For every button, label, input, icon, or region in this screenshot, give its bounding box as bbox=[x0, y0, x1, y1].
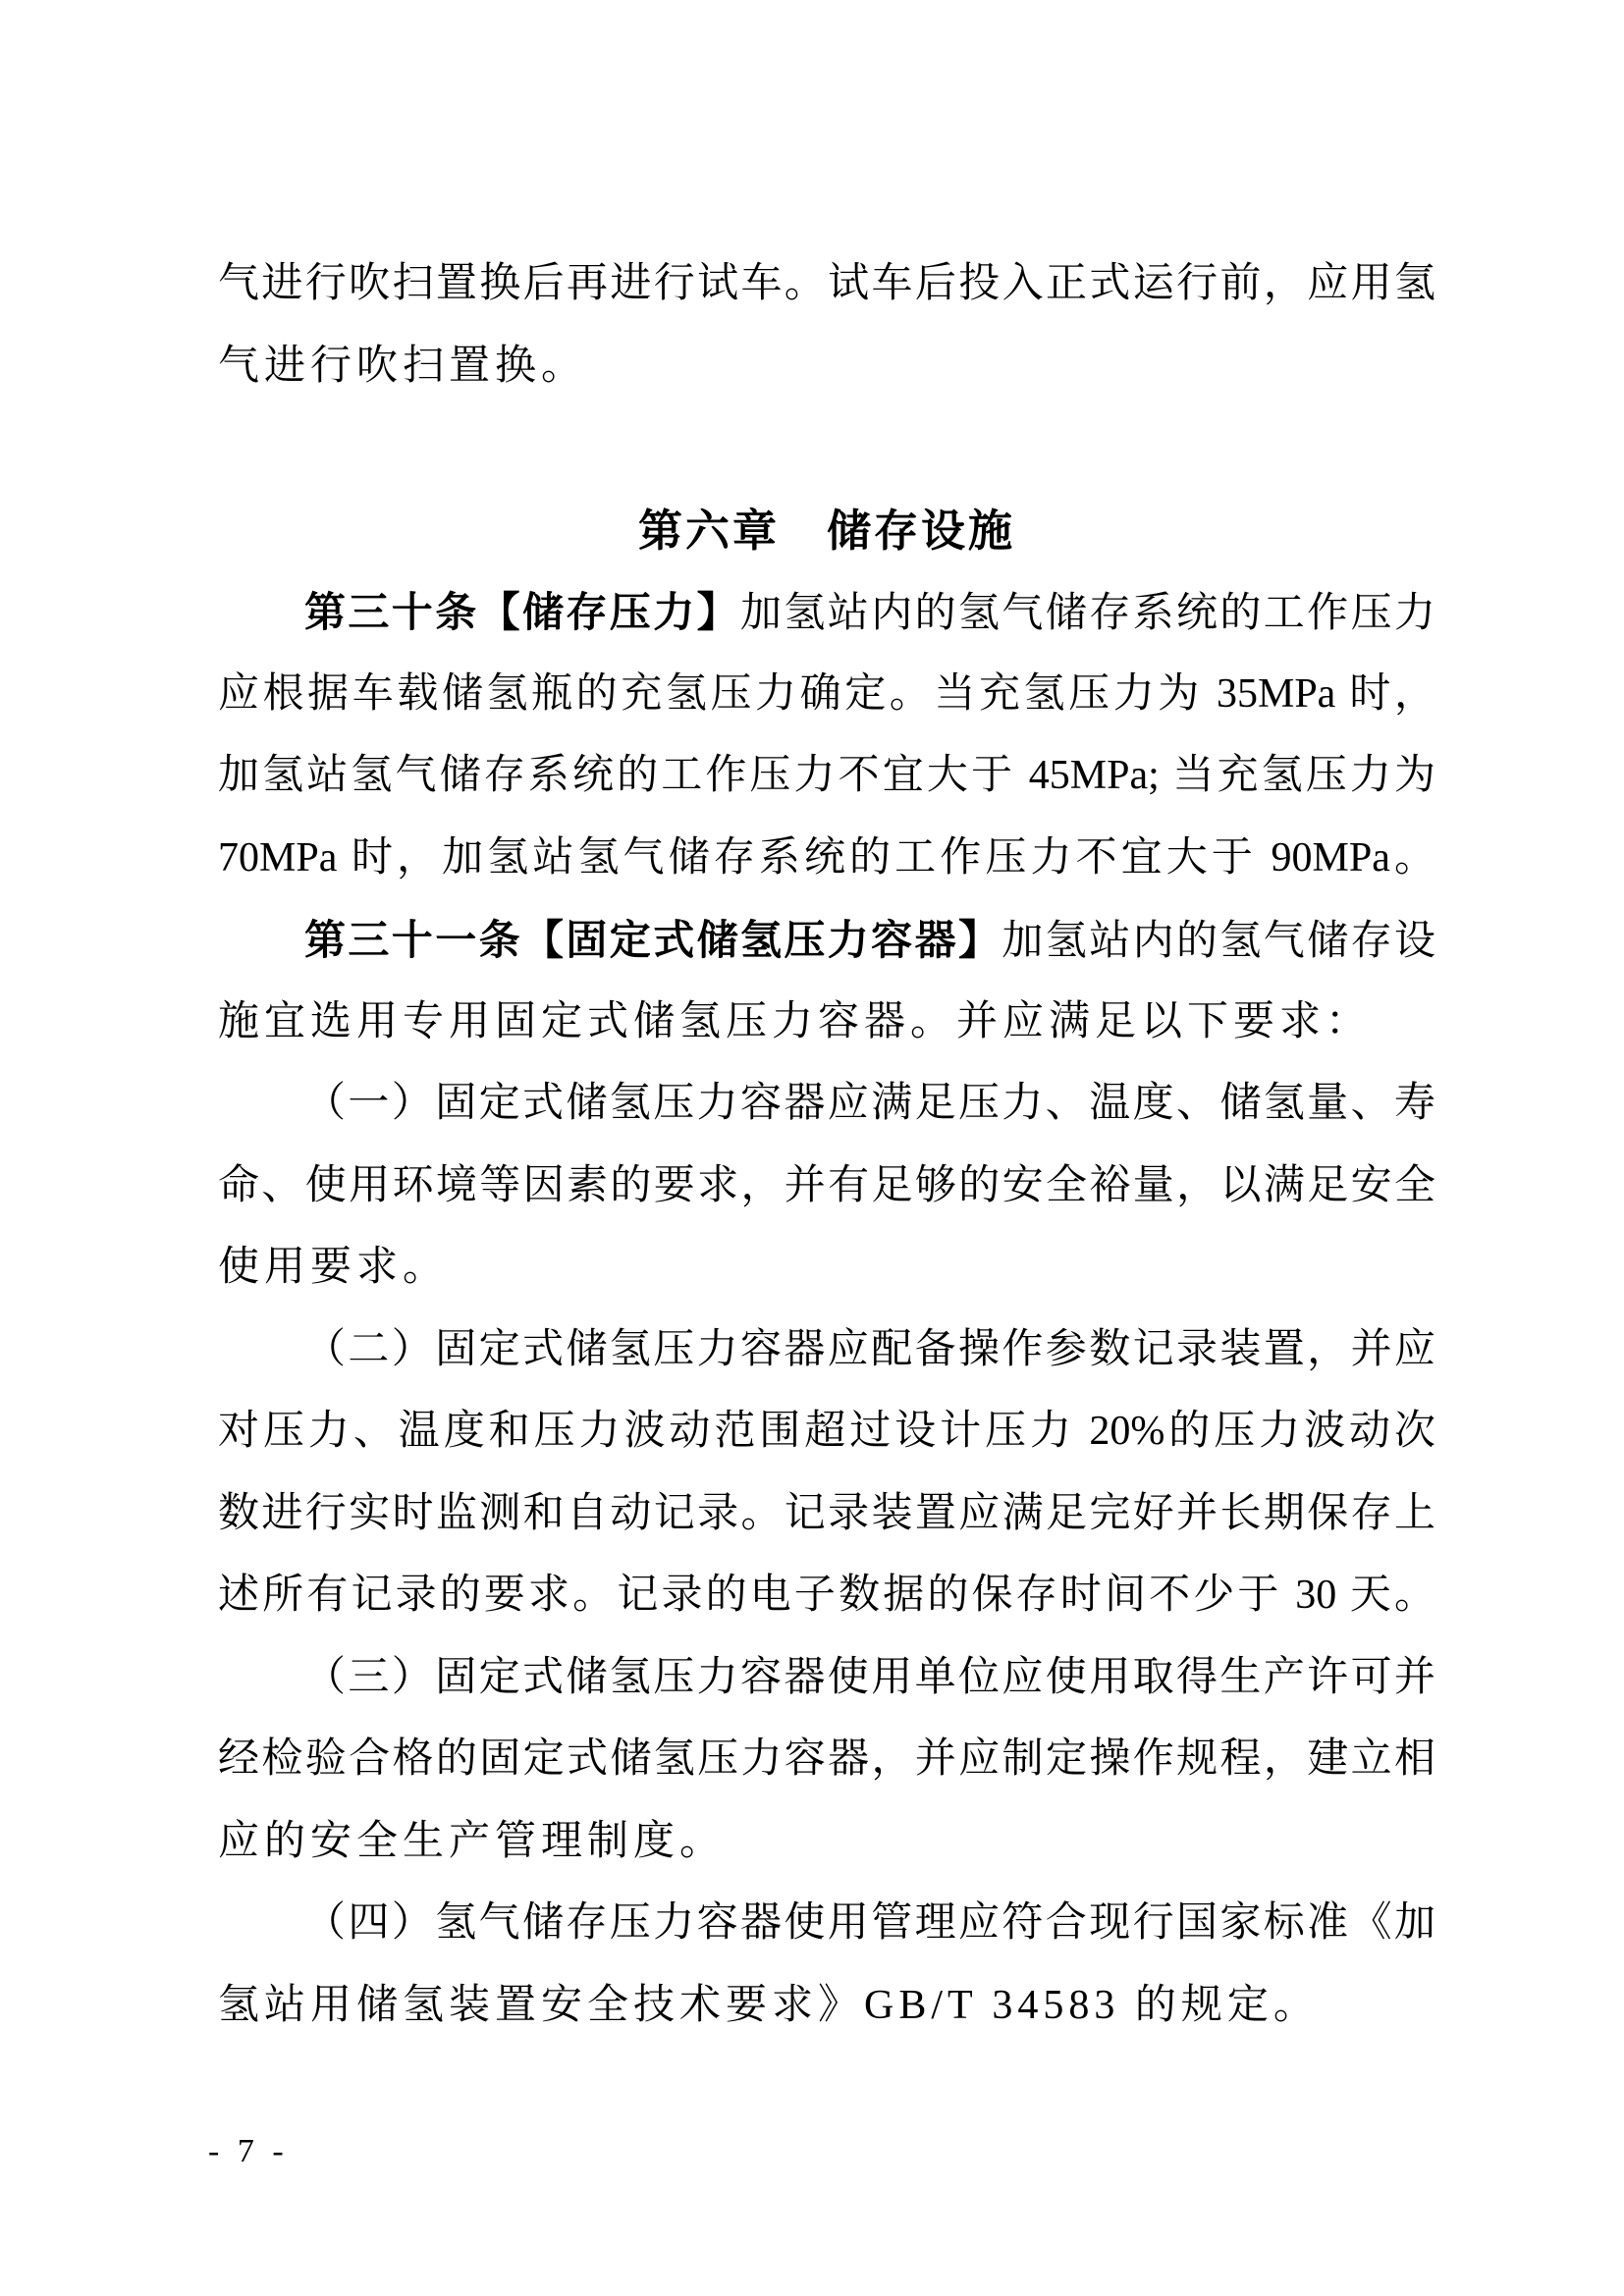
article-30-line-1 bbox=[218, 571, 1435, 654]
article-31-item-3-line-3: 应的安全生产管理制度。 bbox=[218, 1818, 727, 1864]
intro-line-2: 气进行吹扫置换。 bbox=[218, 343, 588, 389]
article-31-item-2-line-2: 对压力、温度和压力波动范围超过设计压力 20%的压力波动次 bbox=[218, 1409, 1435, 1454]
article-30-line-3: 加氢站氢气储存系统的工作压力不宜大于 45MPa; 当充氢压力为 bbox=[218, 753, 1435, 798]
article-31-item-4-line-2: 氢站用储氢装置安全技术要求》GB/T 34583 的规定。 bbox=[218, 1982, 1320, 2028]
article-31-item-3-line-2: 经检验合格的固定式储氢压力容器，并应制定操作规程，建立相 bbox=[218, 1736, 1435, 1782]
article-31-line-1-text: 加氢站内的氢气储存设 bbox=[1001, 919, 1435, 964]
article-30-line-4: 70MPa 时，加氢站氢气储存系统的工作压力不宜大于 90MPa。 bbox=[218, 834, 1435, 881]
article-31-item-4-line-1: （四）氢气储存压力容器使用管理应符合现行国家标准《加 bbox=[304, 1900, 1435, 1946]
intro-line-1: 气进行吹扫置换后再进行试车。试车后投入正式运行前，应用氢 bbox=[218, 261, 1435, 306]
article-31-line-2: 施宜选用专用固定式储氢压力容器。并应满足以下要求： bbox=[218, 998, 1373, 1044]
article-31-label: 第三十一条【固定式储氢压力容器】 bbox=[304, 917, 1002, 963]
article-31-item-3-line-1: （三）固定式储氢压力容器使用单位应使用取得生产许可并 bbox=[304, 1654, 1435, 1700]
blank-line bbox=[218, 407, 1435, 490]
page-number: - 7 - bbox=[208, 2133, 289, 2169]
article-30-label: 第三十条【储存压力】 bbox=[304, 589, 740, 635]
article-31-line-1 bbox=[218, 899, 1435, 982]
article-31-item-1-line-2: 命、使用环境等因素的要求，并有足够的安全裕量，以满足安全 bbox=[218, 1162, 1435, 1208]
article-30-line-2: 应根据车载储氢瓶的充氢压力确定。当充氢压力为 35MPa 时， bbox=[218, 670, 1435, 717]
article-31-item-2-line-3: 数进行实时监测和自动记录。记录装置应满足完好并长期保存上 bbox=[218, 1490, 1435, 1536]
article-31-item-2-line-4: 述所有记录的要求。记录的电子数据的保存时间不少于 30 天。 bbox=[218, 1573, 1435, 1618]
chapter-heading: 第六章 储存设施 bbox=[637, 505, 1015, 556]
document-body bbox=[218, 243, 1435, 2047]
article-31-item-1-line-3: 使用要求。 bbox=[218, 1245, 450, 1290]
article-31-item-1-line-1: （一）固定式储氢压力容器应满足压力、温度、储氢量、寿 bbox=[304, 1081, 1435, 1126]
article-30-line-1-text: 加氢站内的氢气储存系统的工作压力 bbox=[740, 591, 1435, 636]
article-31-item-2-line-1: （二）固定式储氢压力容器应配备操作参数记录装置，并应 bbox=[304, 1326, 1435, 1372]
